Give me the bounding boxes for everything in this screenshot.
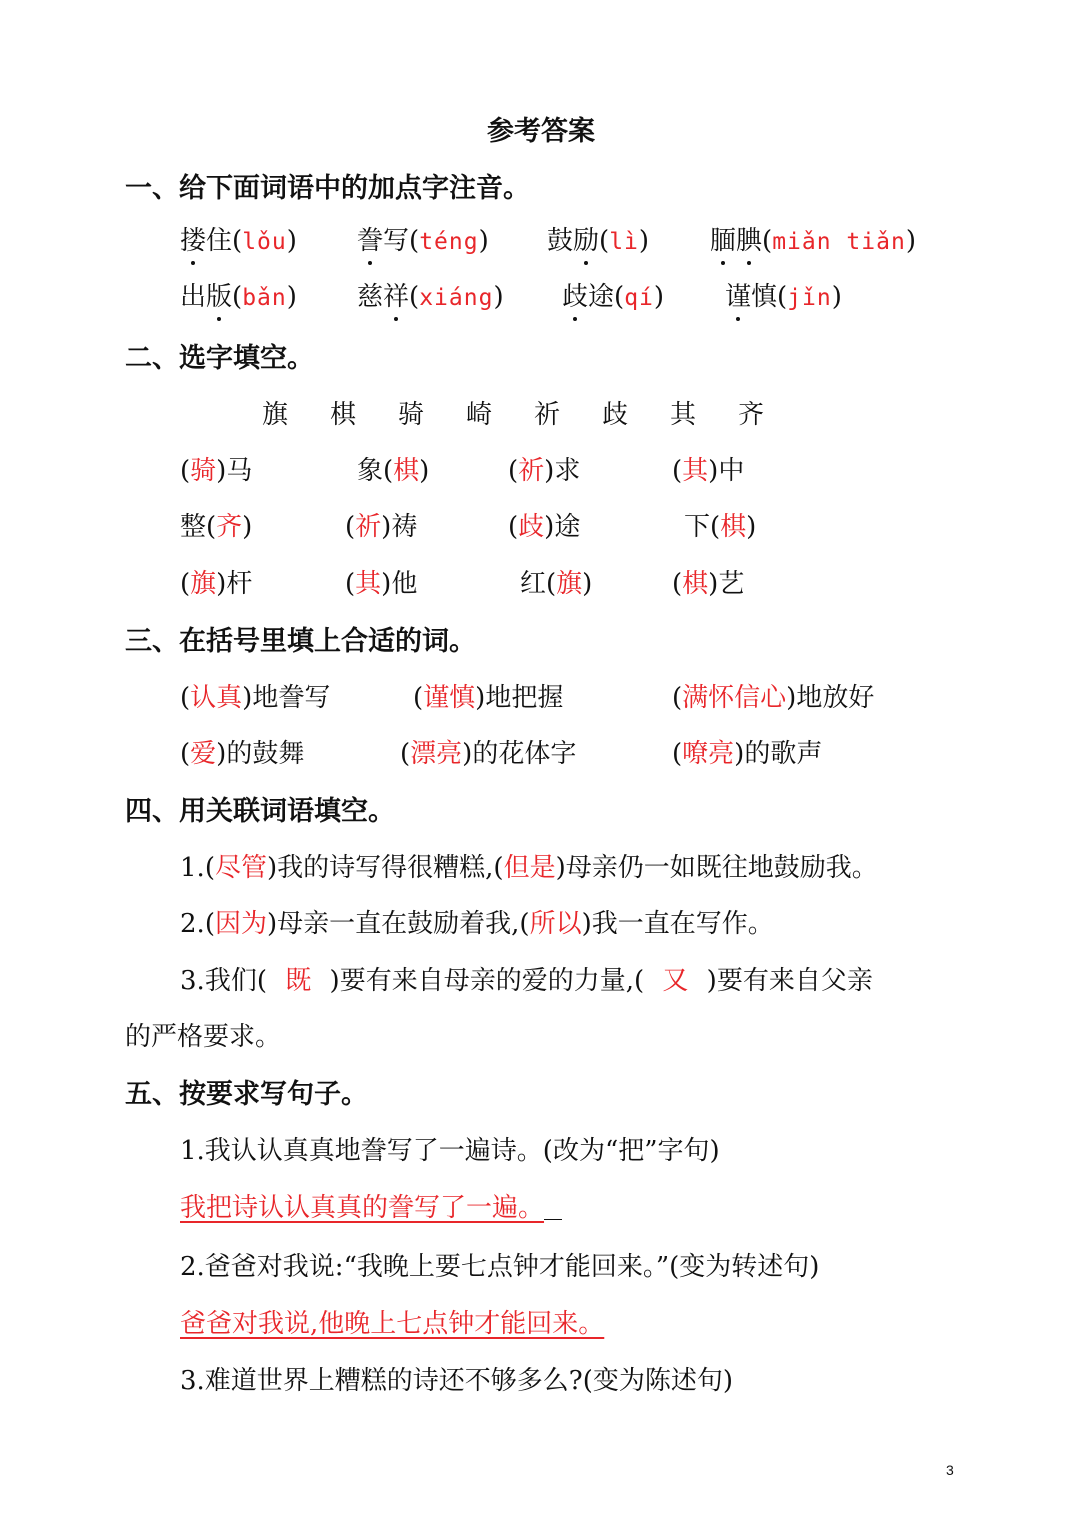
sentence-answer-2: 爸爸对我说,他晚上七点钟才能回来。 [180,1309,605,1339]
word-item: (满怀信心)地放好 [672,683,875,713]
choice-char: 齐 [738,400,765,430]
fill-item: (棋)艺 [672,569,745,599]
fill-item: (其)中 [672,456,745,486]
pinyin-item: 慈祥(xiáng) [357,282,504,312]
choice-char: 旗 [262,400,289,430]
choice-char: 其 [670,400,697,430]
pinyin-item: 鼓励(lì) [547,226,650,256]
conjunction-item-2: 2.(因为)母亲一直在鼓励着我,(所以)我一直在写作。 [180,909,774,939]
sentence-question-1: 1.我认认真真地誊写了一遍诗。(改为“把”字句) [180,1136,720,1166]
fill-item: (旗)杆 [180,569,253,599]
page-number: 3 [946,1462,954,1478]
conjunction-item-1: 1.(尽管)我的诗写得很糟糕,(但是)母亲仍一如既往地鼓励我。 [180,853,878,883]
sentence-question-2: 2.爸爸对我说:“我晚上要七点钟才能回来。”(变为转述句) [180,1252,820,1282]
fill-item: 红(旗) [520,569,593,599]
fill-item: (骑)马 [180,456,253,486]
fill-item: (歧)途 [508,512,581,542]
section-1-heading: 一、给下面词语中的加点字注音。 [125,173,530,204]
section-5-heading: 五、按要求写句子。 [125,1079,368,1110]
pinyin-item: 谨慎(jǐn) [725,282,842,312]
section-2-heading: 二、选字填空。 [125,343,314,374]
pinyin-item: 出版(bǎn) [180,282,297,312]
sentence-answer-1: 我把诗认认真真的誊写了一遍。 [180,1191,562,1225]
fill-item: (祈)求 [508,456,581,486]
word-item: (嘹亮)的歌声 [672,739,823,769]
fill-item: 整(齐) [180,512,253,542]
conjunction-item-3-cont: 的严格要求。 [125,1022,282,1052]
word-item: (漂亮)的花体字 [400,739,577,769]
section-3-heading: 三、在括号里填上合适的词。 [125,626,476,657]
choice-char: 崎 [466,400,493,430]
sentence-question-3: 3.难道世界上糟糕的诗还不够多么?(变为陈述句) [180,1366,734,1396]
fill-item: (祈)祷 [345,512,418,542]
fill-item: 下(棋) [684,512,757,542]
word-item: (谨慎)地把握 [413,683,564,713]
section-4-heading: 四、用关联词语填空。 [125,796,395,827]
word-item: (爱)的鼓舞 [180,739,305,769]
choice-char: 祈 [534,400,561,430]
pinyin-item: 歧途(qí) [562,282,665,312]
choice-char: 棋 [330,400,357,430]
answer-underline [544,1191,562,1220]
pinyin-item: 搂住(lǒu) [180,226,297,256]
conjunction-item-3: 3.我们( 既 )要有来自母亲的爱的力量,( 又 )要有来自父亲 [180,966,873,996]
pinyin-item: 誊写(téng) [357,226,489,256]
page-title: 参考答案 [487,116,595,147]
word-item: (认真)地誊写 [180,683,331,713]
fill-item: 象(棋) [357,456,430,486]
choice-char: 歧 [602,400,629,430]
pinyin-item: 腼腆(miǎn tiǎn) [710,226,916,256]
fill-item: (其)他 [345,569,418,599]
choice-char: 骑 [398,400,425,430]
